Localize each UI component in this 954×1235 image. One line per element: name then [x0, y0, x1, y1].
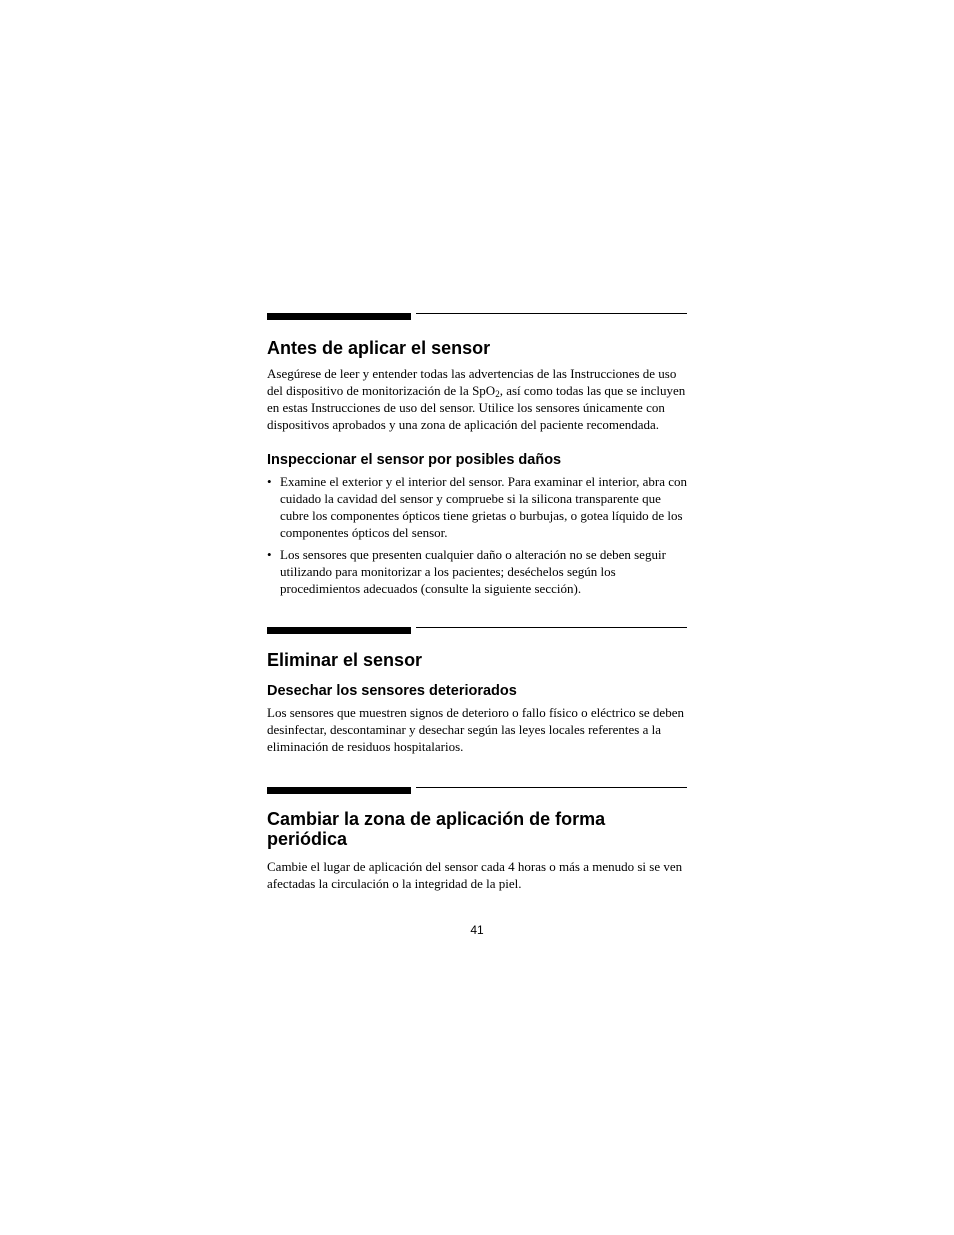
intro-text-part1: Asegúrese de leer y entender todas las advertencias de las Instrucciones de uso del dispositivo de monitorización de la SpO	[267, 366, 677, 398]
bullet-text: Los sensores que presenten cualquier daño o alteración no se deben seguir utilizando para monitorizar a los pacientes; deséchelos según los procedimientos adecuados (consulte la siguiente sección).	[280, 547, 666, 596]
subheading-desechar: Desechar los sensores deteriorados	[267, 683, 517, 699]
rule-thick-bar	[267, 627, 411, 634]
section-rule	[267, 313, 687, 321]
section-body-paragraph: Cambie el lugar de aplicación del sensor cada 4 horas o más a menudo si se ven afectadas la circulación o la integridad de la piel.	[267, 859, 683, 891]
bullet-glyph: •	[267, 547, 272, 562]
subscript-2: 2	[495, 389, 500, 399]
rule-thin-line	[416, 787, 687, 788]
list-item	[267, 473, 687, 541]
rule-thick-bar	[267, 787, 411, 794]
section-body-paragraph: Los sensores que muestren signos de deterioro o fallo físico o eléctrico se deben desinfectar, descontaminar y desechar según las leyes locales referentes a la eliminación de residuos hospitalarios.	[267, 705, 684, 754]
section-rule	[267, 627, 687, 635]
rule-thin-line	[416, 627, 687, 628]
rule-thin-line	[416, 313, 687, 314]
section-heading-eliminar: Eliminar el sensor	[267, 650, 423, 670]
bullet-text: Examine el exterior y el interior del sensor. Para examinar el interior, abra con cuidado la cavidad del sensor y compruebe si la silicona transparente que cubre los componentes ópticos tiene grietas o burbujas, o gotea líquido de los componentes ópticos del sensor.	[280, 474, 688, 540]
section-heading-cambiar: Cambiar la zona de aplicación de forma periódica	[267, 809, 606, 849]
list-item	[267, 546, 687, 597]
section-rule	[267, 787, 687, 795]
page-number: 41	[470, 923, 484, 937]
page-content	[267, 313, 687, 892]
subheading-inspeccionar: Inspeccionar el sensor por posibles daños	[267, 452, 562, 468]
rule-thick-bar	[267, 313, 411, 320]
intro-text-part2: , así como todas las que se incluyen en estas Instrucciones de uso del sensor. Utilice los sensores únicamente con dispositivos aprobados y una zona de aplicación del paciente recomendada.	[267, 383, 686, 432]
inspection-bullet-list	[267, 473, 687, 597]
section-heading-antes: Antes de aplicar el sensor	[267, 338, 491, 358]
section-intro-paragraph	[267, 365, 687, 433]
bullet-glyph: •	[267, 474, 272, 489]
